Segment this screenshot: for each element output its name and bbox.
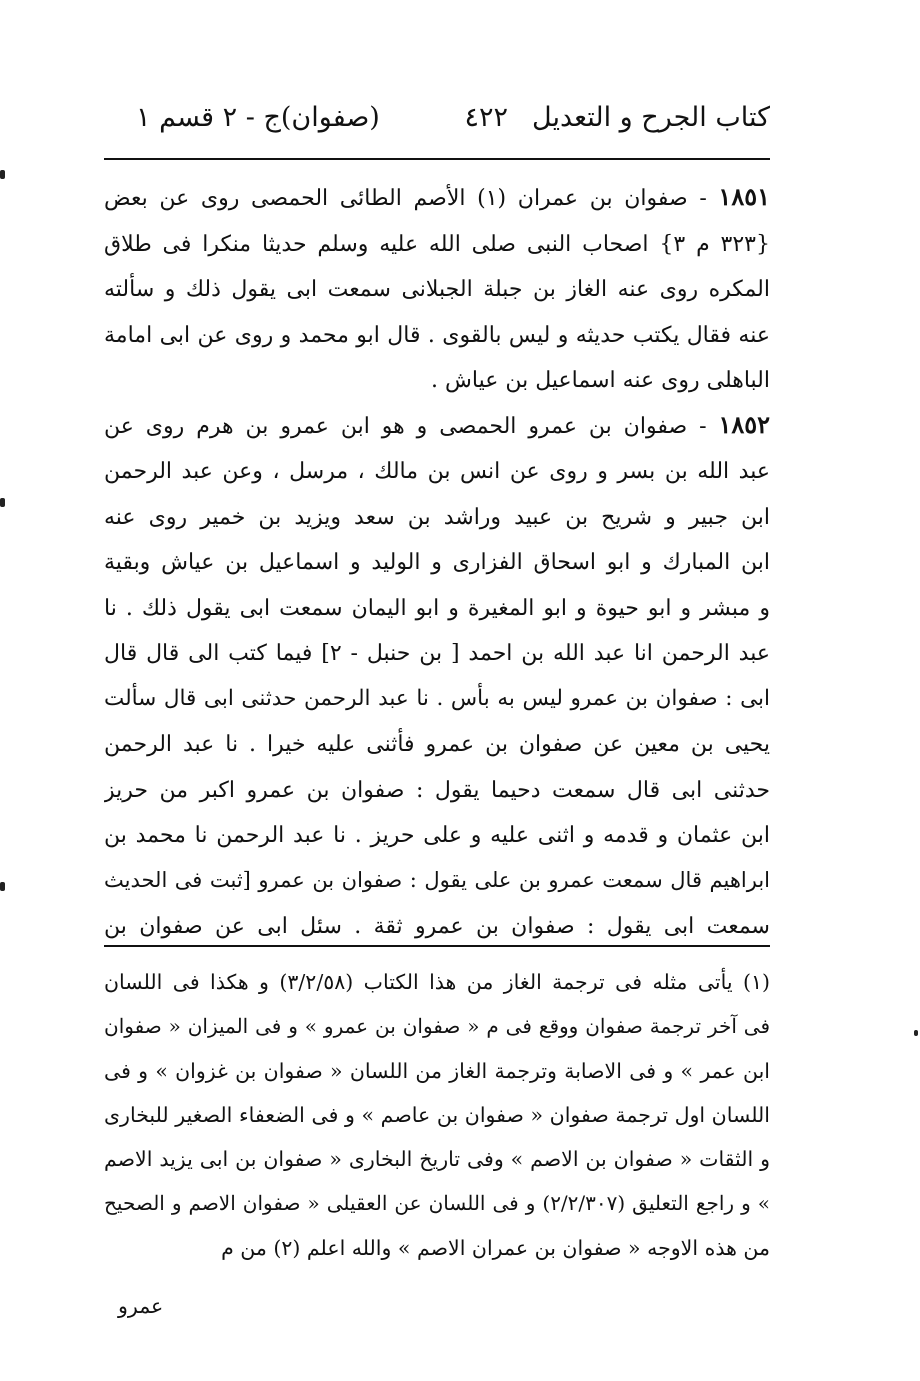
text-line: عنه فقال يكتب حديثه و ليس بالقوى . قال ابو محمد و روى عن ابى امامة [104, 322, 770, 348]
text-line: ابن جبير و شريح بن عبيد وراشد بن سعد ويزيد بن خمير روى عنه [104, 504, 770, 530]
margin-ink-mark [0, 882, 5, 891]
text-line: {٣٢٣ م ٣} اصحاب النبى صلى الله عليه وسلم حديثا منكرا فى طلاق [104, 231, 770, 257]
text-line: ١٨٥١ - صفوان بن عمران (١) الأصم الطائى الحمصى روى عن بعض [104, 182, 770, 211]
margin-ink-mark [0, 498, 5, 507]
text-line: ابراهيم قال سمعت عمرو بن على يقول : صفوان بن عمرو [ثبت فى الحديث [104, 867, 770, 892]
text-line: الباهلى روى عنه اسماعيل بن عياش . [431, 368, 770, 393]
footnote-line: فى آخر ترجمة صفوان ووقع فى م « صفوان بن عمرو » و فى الميزان « صفوان [104, 1014, 770, 1039]
text-line: ابى : صفوان بن عمرو ليس به بأس . نا عبد الرحمن حدثنى ابى قال سألت [104, 685, 770, 711]
catchword: عمرو [118, 1294, 164, 1318]
footnote-line: » و راجع التعليق (٢/٢/٣٠٧) و فى اللسان عن العقيلى « صفوان الاصم و الصحيح [104, 1191, 770, 1216]
text-line: عبد الله بن بسر و روى عن انس بن مالك ، مرسل ، وعن عبد الرحمن [104, 459, 770, 484]
footnote-line: اللسان اول ترجمة صفوان « صفوان بن عاصم » و فى الضعفاء الصغير للبخارى [104, 1102, 770, 1127]
page-number: ٤٢٢ [464, 102, 508, 133]
section-label: (صفوان)ج - ٢ قسم ١ [136, 102, 380, 133]
text-line: و مبشر و ابو حيوة و ابو المغيرة و ابو اليمان سمعت ابى يقول ذلك . نا [104, 595, 770, 621]
text-line: سمعت ابى يقول : صفوان بن عمرو ثقة . سئل ابى عن صفوان بن [104, 914, 770, 939]
entry-number: ١٨٥١ [718, 182, 770, 211]
book-page [104, 88, 770, 1338]
footnote-rule [104, 945, 770, 947]
margin-ink-mark [0, 170, 5, 179]
text-line: يحيى بن معين عن صفوان بن عمرو فأثنى عليه خيرا . نا عبد الرحمن [104, 732, 770, 757]
running-header [104, 88, 770, 148]
main-text [104, 174, 770, 948]
text-line: عبد الرحمن انا عبد الله بن احمد [ بن حنبل - ٢] فيما كتب الى قال قال [104, 641, 770, 666]
text-line: ١٨٥٢ - صفوان بن عمرو الحمصى و هو ابن عمرو بن هرم روى عن [104, 409, 770, 439]
header-rule [104, 158, 770, 160]
footnotes [104, 960, 770, 1270]
footnote-line: ابن عمر » و فى الاصابة وترجمة الغاز من اللسان « صفوان بن غزوان » و فى [104, 1058, 770, 1083]
text-line: حدثنى ابى قال سمعت دحيما يقول : صفوان بن عمرو اكبر من حريز [104, 777, 770, 803]
book-title: كتاب الجرح و التعديل [532, 102, 770, 133]
footnote-line: (١) يأتى مثله فى ترجمة الغاز من هذا الكتاب (٣/٢/٥٨) و هكذا فى اللسان [104, 970, 770, 994]
margin-ink-mark [914, 1030, 918, 1036]
text-line: المكره روى عنه الغاز بن جبلة الجبلانى سمعت ابى يقول ذلك و سألته [104, 277, 770, 302]
text-line: ابن عثمان و قدمه و اثنى عليه و على حريز . نا عبد الرحمن نا محمد بن [104, 823, 770, 848]
footnote-line: من هذه الاوجه « صفوان بن عمران الاصم » والله اعلم (٢) من م [221, 1235, 770, 1260]
text-line: ابن المبارك و ابو اسحاق الفزارى و الوليد و اسماعيل بن عياش وبقية [104, 550, 770, 575]
entry-number: ١٨٥٢ [718, 409, 770, 439]
footnote-line: و الثقات « صفوان بن الاصم » وفى تاريخ البخارى « صفوان بن ابى يزيد الاصم [104, 1147, 770, 1172]
